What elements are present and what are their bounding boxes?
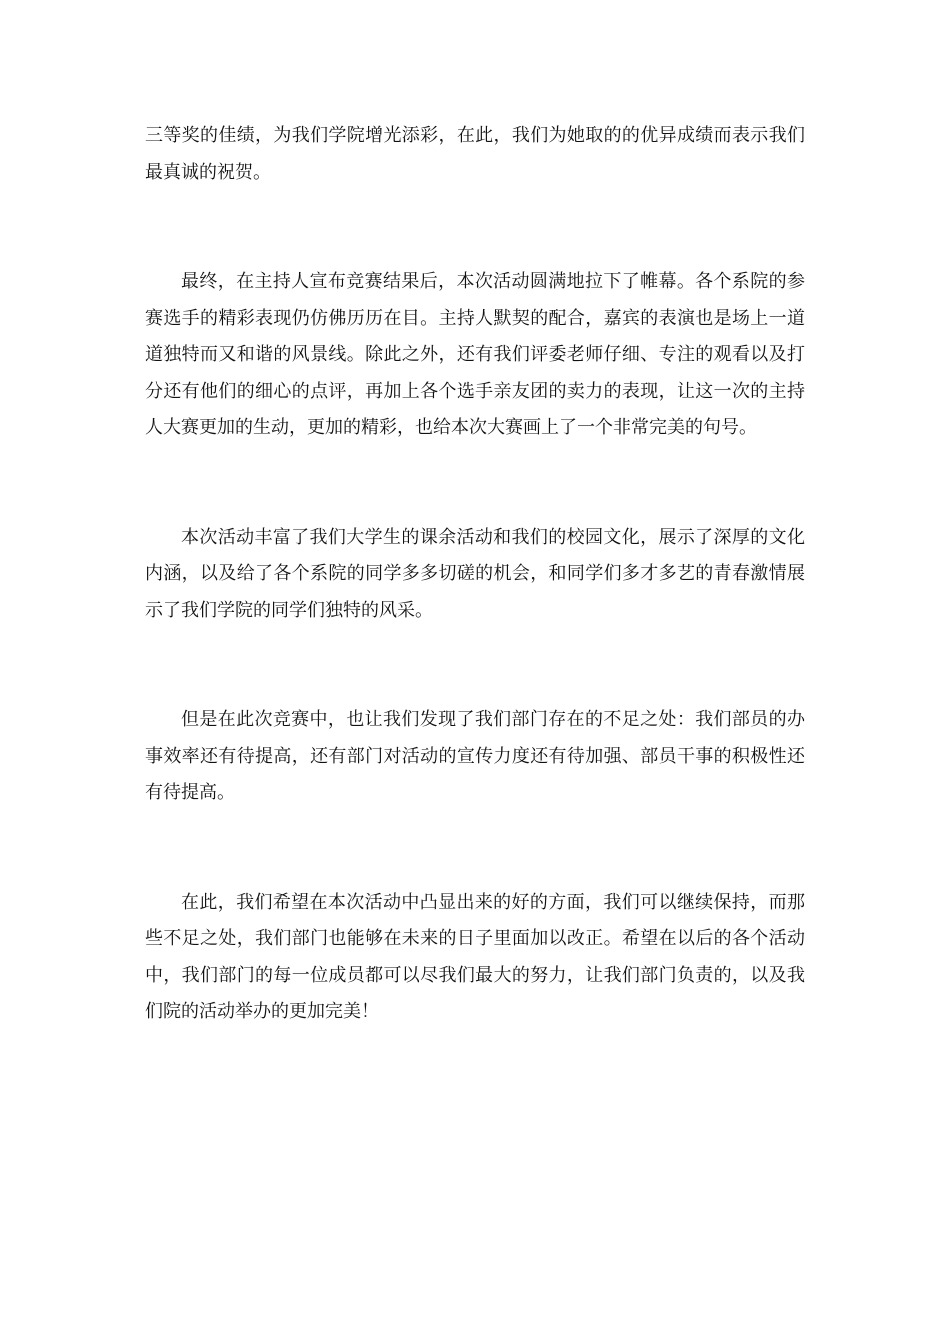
paragraph-spacer [145, 812, 805, 885]
paragraph-1: 三等奖的佳绩，为我们学院增光添彩，在此，我们为她取的的优异成绩而表示我们最真诚的祝贺。 [145, 125, 805, 183]
paragraph-2: 最终，在主持人宣布竞赛结果后，本次活动圆满地拉下了帷幕。各个系院的参赛选手的精彩表现仍仿佛历历在目。主持人默契的配合，嘉宾的表演也是场上一道道独特而又和谐的风景线。除此之外，还有我们评委老师仔细、专注的观看以及打分还有他们的细心的点评，再加上各个选手亲友团的卖力的表现，让这一次的主持人大赛更加的生动，更加的精彩，也给本次大赛画上了一个非常完美的句号。 [145, 271, 805, 438]
paragraph-spacer [145, 447, 805, 520]
paragraph-4: 但是在此次竞赛中，也让我们发现了我们部门存在的不足之处：我们部员的办事效率还有待提高，还有部门对活动的宣传力度还有待加强、部员干事的积极性还有待提高。 [145, 709, 805, 803]
paragraph-spacer [145, 629, 805, 702]
paragraph-5: 在此，我们希望在本次活动中凸显出来的好的方面，我们可以继续保持，而那些不足之处，我们部门也能够在未来的日子里面加以改正。希望在以后的各个活动中，我们部门的每一位成员都可以尽我们最大的努力，让我们部门负责的，以及我们院的活动举办的更加完美！ [145, 891, 805, 1022]
paragraph-3: 本次活动丰富了我们大学生的课余活动和我们的校园文化，展示了深厚的文化内涵，以及给了各个系院的同学多多切磋的机会，和同学们多才多艺的青春激情展示了我们学院的同学们独特的风采。 [145, 526, 805, 621]
document-body [145, 118, 805, 1031]
paragraph-spacer [145, 191, 805, 264]
